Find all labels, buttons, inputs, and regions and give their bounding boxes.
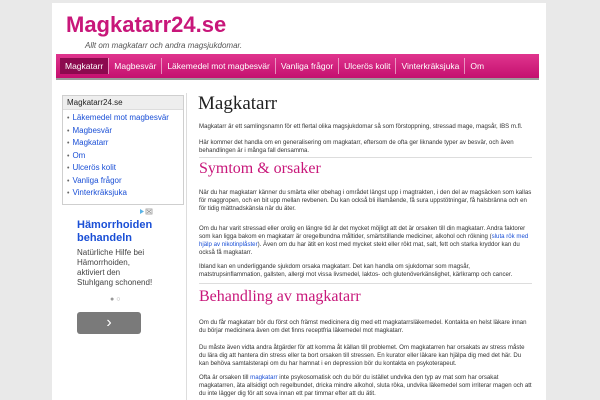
symtom-paragraph-1: När du har magkatarr känner du smärta eller obehag i området längst upp i magtrakten, i den del av magsäcken som kallas för maggropen, och en bit upp mellan revbenen. Du kan också bli illamående, få sura uppstötningar, få halsbränna och en för tidig mättnadskänsla när du äter. — [199, 189, 532, 213]
sidebar-item-label: Ulcerös kolit — [72, 163, 117, 172]
content-divider — [186, 93, 187, 400]
sidebar-item-label: Magkatarr — [72, 138, 109, 147]
text: inte psykosomatisk och du bör du istället undvika den typ av mat som har orsakat magkatarren, äta allsidigt och regelbundet, dricka mindre alkohol, sluta röka, undvika läkemedel som irriterar magen och att du inte lägger dig för att sova innan ett par timmar efter att du ätit. — [199, 374, 532, 398]
chevron-right-icon: › — [106, 314, 112, 331]
nav-item-vanliga-fragor[interactable]: Vanliga frågor — [275, 58, 338, 74]
section-heading-behandling: Behandling av magkatarr — [199, 288, 361, 305]
page — [52, 3, 546, 400]
ad-text[interactable]: Natürliche Hilfe bei Hämorrhoiden, aktiviert den Stuhlgang schonend! — [77, 248, 153, 287]
sidebar-item-vinterkraksjuka[interactable] — [67, 187, 183, 200]
nav-item-om[interactable]: Om — [464, 58, 489, 74]
nikotinplaster-link[interactable]: sluta rök med hjälp av nikotinplåster — [199, 233, 529, 249]
nav-divider — [56, 78, 539, 80]
nav-item-lakemedel[interactable]: Läkemedel mot magbesvär — [161, 58, 275, 74]
bullet-icon: • — [67, 115, 70, 122]
sidebar — [62, 95, 184, 205]
intro-paragraph-1: Magkatarr är ett samlingsnamn för ett flertal olika magsjukdomar så som förstoppning, stressad mage, magsår, IBS m.fl. — [199, 123, 523, 130]
bullet-icon: • — [67, 152, 70, 160]
nav-item-magbesvar[interactable]: Magbesvär — [108, 58, 161, 74]
section-rule — [199, 157, 532, 158]
behandling-paragraph-3 — [199, 374, 532, 398]
sidebar-item-label: Läkemedel mot magbesvär — [72, 113, 169, 122]
bullet-icon: • — [67, 140, 70, 147]
ad-carousel-dots[interactable]: ●○ — [110, 296, 123, 303]
sidebar-item-magkatarr[interactable] — [67, 137, 183, 150]
bullet-icon: • — [67, 127, 70, 135]
sidebar-item-lakemedel[interactable] — [67, 112, 183, 125]
bullet-icon: • — [67, 177, 70, 185]
main-nav — [56, 54, 539, 78]
sidebar-item-label: Om — [72, 150, 86, 160]
sidebar-title: Magkatarr24.se — [63, 96, 183, 110]
sidebar-item-label: Magbesvär — [72, 125, 113, 135]
bullet-icon: • — [67, 190, 70, 197]
sidebar-item-magbesvar[interactable] — [67, 125, 183, 138]
symtom-paragraph-3: Ibland kan en underliggande sjukdom orsaka magkatarr. Det kan handla om sjukdomar som magsår, matstrupsinflammation, gallsten, allergi mot vissa livsmedel, laktos- och glutenöverkänslighet, kärlkramp och cancer. — [199, 263, 513, 279]
sidebar-list — [63, 110, 183, 204]
text: ). Även om du har ätit en kost med mycket stekt eller rökt mat, salt, fett och starka kryddor kan du också få magkatarr. — [199, 241, 520, 257]
sidebar-item-vanliga-fragor[interactable] — [67, 175, 183, 188]
section-heading-symtom: Symtom & orsaker — [199, 160, 321, 177]
ad-next-button[interactable] — [77, 312, 141, 334]
section-rule — [199, 283, 532, 284]
site-tagline: Allt om magkatarr och andra magsjukdomar. — [85, 41, 243, 50]
nav-item-vinterkraksjuka[interactable]: Vinterkräksjuka — [395, 58, 464, 74]
page-title: Magkatarr — [198, 93, 278, 114]
ad-title[interactable]: Hämorrhoiden behandeln — [77, 219, 153, 244]
symtom-paragraph-2 — [199, 225, 532, 257]
behandling-paragraph-2: Du måste även vidta andra åtgärder för att komma åt källan till problemet. Om magkatarren har orsakats av stress måste du lära dig att hantera din stress eller ta bort orsaken till stressen. En kurator eller läkare kan hjälpa dig med det här. Du kan behöva samtalsterapi om du har hamnat i en depression bör du kontakta en psykoterapeut. — [199, 344, 525, 368]
magkatarr-link[interactable]: magkatarr — [250, 374, 278, 381]
text: Om du har varit stressad eller orolig en längre tid är det mycket möjligt att det är orsaken till din magkatarr. Andra faktorer som kan ligga bakom en magkatarr är oregelbundna måltider, smärtstillande mediciner, alkohol och rökning ( — [199, 225, 526, 241]
behandling-paragraph-1: Om du får magkatarr bör du först och främst medicinera dig med ett magkatarrsläkemedel. Kontakta en helst läkare innan du börjar medicinera även om det finns receptfria läkemedel mot magkatarr. — [199, 319, 527, 335]
ad-choices-icon[interactable] — [74, 208, 154, 215]
nav-item-magkatarr[interactable]: Magkatarr — [60, 58, 108, 74]
sidebar-item-label: Vanliga frågor — [72, 175, 122, 185]
site-title[interactable]: Magkatarr24.se — [66, 12, 227, 37]
text: Ofta är orsaken till — [199, 374, 251, 381]
bullet-icon: • — [67, 165, 70, 172]
sidebar-item-om[interactable] — [67, 150, 183, 163]
sidebar-item-ulcerös-kolit[interactable] — [67, 162, 183, 175]
sidebar-item-label: Vinterkräksjuka — [72, 188, 127, 197]
intro-paragraph-2: Här kommer det handla om en generalisering om magkatarr, eftersom de ofta ger liknande typer av besvär, och även behandlingen är i många fall densamma. — [199, 139, 514, 155]
nav-item-ulcerös-kolit[interactable]: Ulcerös kolit — [338, 58, 395, 74]
sidebar-widget — [62, 95, 184, 205]
